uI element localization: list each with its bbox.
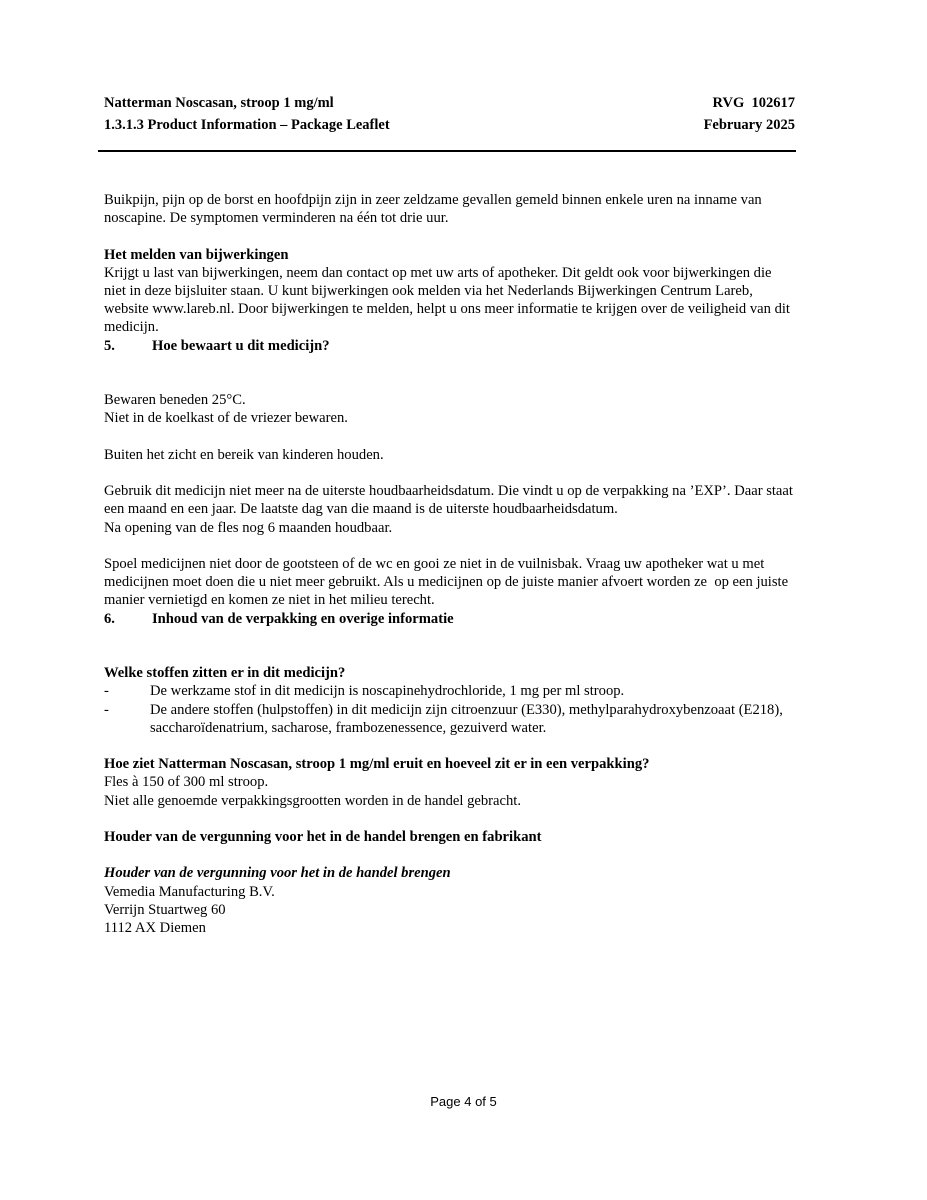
- expiry-date-paragraph: Gebruik dit medicijn niet meer na de uiterste houdbaarheidsdatum. Die vindt u op de verpakking na ’EXP’. Daar staat een maand en een jaar. De laatste dag van die maand is de uiterste houdbaarheidsdatum.: [104, 483, 797, 518]
- active-substance-text: De werkzame stof in dit medicijn is noscapinehydrochloride, 1 mg per ml stroop.: [150, 683, 625, 700]
- intro-paragraph: Buikpijn, pijn op de borst en hoofdpijn zijn in zeer zeldzame gevallen gemeld binnen enkele uren na inname van noscapine. De symptomen verminderen na één tot drie uur.: [104, 192, 766, 227]
- substances-heading: Welke stoffen zitten er in dit medicijn?: [104, 665, 346, 682]
- header-document-type: 1.3.1.3 Product Information – Package Leaflet: [104, 117, 390, 133]
- bullet-dash-icon: -: [104, 701, 109, 718]
- section-5-number: 5.: [104, 337, 115, 354]
- reporting-side-effects-paragraph: Krijgt u last van bijwerkingen, neem dan contact op met uw arts of apotheker. Dit geldt ook voor bijwerkingen die niet in deze bijsluiter staan. U kunt bijwerkingen ook melden via het Nederlands Bijwerkingen Centrum Lareb, website www.lareb.nl. Door bijwerkingen te melden, helpt u ons meer informatie te krijgen over de veiligheid van dit medicijn.: [104, 264, 794, 336]
- document-footer: [0, 1094, 927, 1110]
- appearance-heading: Hoe ziet Natterman Noscasan, stroop 1 mg/ml eruit en hoeveel zit er in een verpakking?: [104, 756, 650, 773]
- header-row-product: [104, 92, 795, 114]
- substances-list: [104, 682, 795, 737]
- header-rvg-number: RVG 102617: [712, 95, 795, 111]
- header-date: February 2025: [703, 117, 795, 133]
- keep-away-from-children-line: Buiten het zicht en bereik van kinderen houden.: [104, 446, 384, 463]
- section-6-title: Inhoud van de verpakking en overige informatie: [152, 610, 454, 627]
- disposal-paragraph: Spoel medicijnen niet door de gootsteen of de wc en gooi ze niet in de vuilnisbak. Vraag uw apotheker wat u met medicijnen moet doen die u niet meer gebruikt. Als u medicijnen op de juiste manier afvoert worden ze op een juiste manier vernietigd en komen ze niet in het milieu terecht.: [104, 555, 796, 609]
- mah-company-name: Vemedia Manufacturing B.V.: [104, 883, 275, 900]
- reporting-side-effects-heading: Het melden van bijwerkingen: [104, 246, 289, 263]
- section-6-number: 6.: [104, 610, 115, 627]
- marketing-authorisation-heading: Houder van de vergunning voor het in de handel brengen en fabrikant: [104, 828, 542, 845]
- pack-size-line: Fles à 150 of 300 ml stroop.: [104, 774, 269, 791]
- mah-subheading: Houder van de vergunning voor het in de handel brengen: [104, 865, 451, 882]
- header-row-document: [104, 114, 795, 136]
- bullet-dash-icon: -: [104, 683, 109, 700]
- document-header: [104, 92, 795, 136]
- page-number-label: Page 4 of 5: [430, 1094, 497, 1109]
- excipients-text: De andere stoffen (hulpstoffen) in dit medicijn zijn citroenzuur (E330), methylparahydroxybenzoaat (E218), saccharoïdenatrium, sacharose, frambozenessence, gezuiverd water.: [150, 701, 787, 736]
- storage-temperature-line: Bewaren beneden 25°C.: [104, 392, 246, 409]
- mah-street-address: Verrijn Stuartweg 60: [104, 901, 226, 918]
- mah-city-address: 1112 AX Diemen: [104, 919, 206, 936]
- list-item: [104, 701, 795, 737]
- storage-refrigeration-line: Niet in de koelkast of de vriezer bewaren.: [104, 410, 348, 427]
- document-body: [104, 191, 795, 937]
- pack-availability-line: Niet alle genoemde verpakkingsgrootten worden in de handel gebracht.: [104, 792, 521, 809]
- list-item: [104, 682, 795, 700]
- section-5-heading: [104, 337, 795, 355]
- header-product-name: Natterman Noscasan, stroop 1 mg/ml: [104, 95, 334, 111]
- after-opening-line: Na opening van de fles nog 6 maanden houdbaar.: [104, 519, 393, 536]
- section-6-heading: [104, 610, 795, 628]
- header-divider: [98, 150, 796, 152]
- section-5-title: Hoe bewaart u dit medicijn?: [152, 337, 330, 354]
